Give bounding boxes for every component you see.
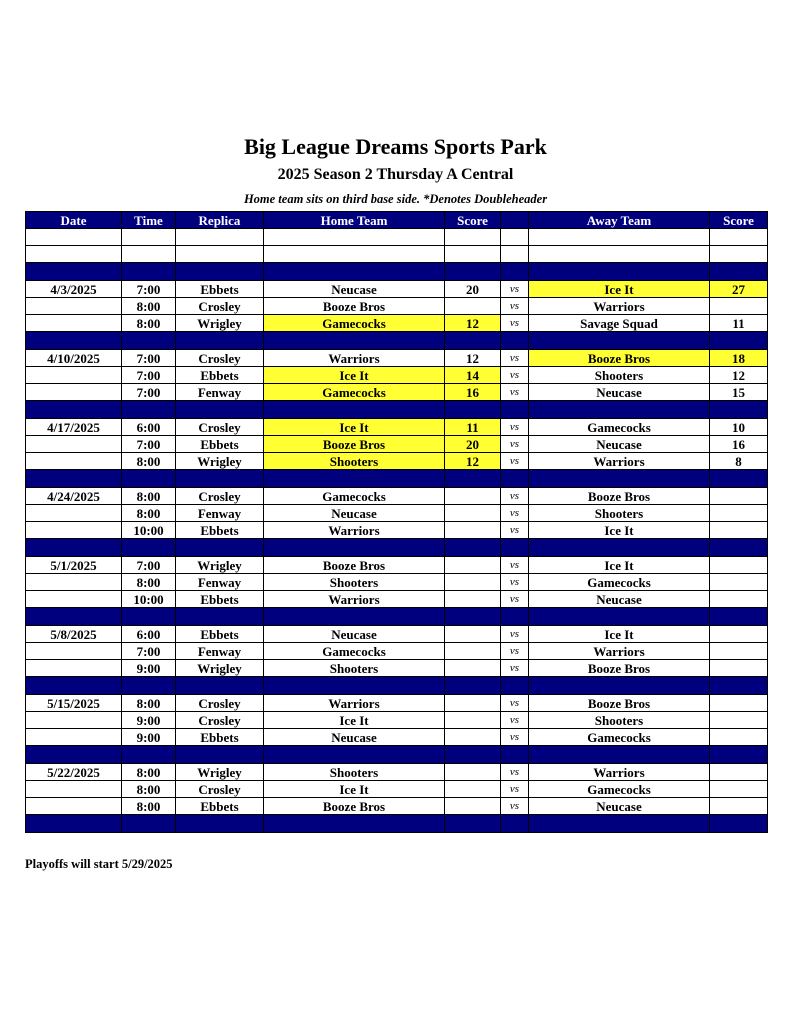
game-time: 8:00: [122, 505, 176, 522]
away-score: 12: [710, 367, 768, 384]
away-score: [710, 712, 768, 729]
game-row: [26, 488, 768, 505]
away-score: [710, 505, 768, 522]
game-date: 4/24/2025: [26, 488, 122, 505]
away-team: Warriors: [529, 643, 710, 660]
home-score: 12: [445, 350, 501, 367]
away-score: [710, 764, 768, 781]
away-score: [710, 488, 768, 505]
game-row: [26, 591, 768, 608]
week-divider-band: [26, 539, 768, 557]
home-score: 14: [445, 367, 501, 384]
home-team: Neucase: [264, 505, 445, 522]
game-date: [26, 505, 122, 522]
game-row: [26, 574, 768, 591]
home-team: Gamecocks: [264, 488, 445, 505]
away-score: [710, 522, 768, 539]
game-date: 5/8/2025: [26, 626, 122, 643]
week-divider-band: [26, 677, 768, 695]
game-row: [26, 626, 768, 643]
game-row: [26, 660, 768, 677]
away-score: [710, 781, 768, 798]
game-time: 8:00: [122, 488, 176, 505]
game-time: 8:00: [122, 315, 176, 332]
game-replica-field: Fenway: [176, 574, 264, 591]
game-date: [26, 574, 122, 591]
away-team: Warriors: [529, 453, 710, 470]
game-replica-field: Ebbets: [176, 522, 264, 539]
game-date: 5/1/2025: [26, 557, 122, 574]
game-replica-field: Ebbets: [176, 626, 264, 643]
vs-label: vs: [501, 557, 529, 574]
away-score: 18: [710, 350, 768, 367]
game-replica-field: Wrigley: [176, 764, 264, 781]
game-date: 4/10/2025: [26, 350, 122, 367]
vs-label: vs: [501, 660, 529, 677]
game-date: [26, 591, 122, 608]
game-date: [26, 436, 122, 453]
game-time: 9:00: [122, 712, 176, 729]
game-row: [26, 522, 768, 539]
away-score: 8: [710, 453, 768, 470]
game-date: [26, 781, 122, 798]
game-replica-field: Wrigley: [176, 557, 264, 574]
week-divider-band: [26, 815, 768, 833]
week-divider-band: [26, 746, 768, 764]
away-score: [710, 557, 768, 574]
game-time: 8:00: [122, 695, 176, 712]
vs-label: vs: [501, 488, 529, 505]
home-team: Shooters: [264, 660, 445, 677]
game-time: 7:00: [122, 436, 176, 453]
away-team: Gamecocks: [529, 574, 710, 591]
game-date: 4/17/2025: [26, 419, 122, 436]
vs-label: vs: [501, 453, 529, 470]
away-team: Warriors: [529, 764, 710, 781]
away-team: Ice It: [529, 557, 710, 574]
vs-label: vs: [501, 729, 529, 746]
playoffs-note: Playoffs will start 5/29/2025: [25, 857, 173, 871]
vs-label: vs: [501, 436, 529, 453]
game-row: [26, 298, 768, 315]
vs-label: vs: [501, 505, 529, 522]
game-date: [26, 643, 122, 660]
game-time: 8:00: [122, 798, 176, 815]
away-score: 10: [710, 419, 768, 436]
col-header-date: Date: [26, 212, 122, 229]
home-score: [445, 660, 501, 677]
home-team: Ice It: [264, 419, 445, 436]
game-row: [26, 712, 768, 729]
game-replica-field: Ebbets: [176, 729, 264, 746]
col-header-away-team: Away Team: [529, 212, 710, 229]
game-replica-field: Wrigley: [176, 660, 264, 677]
game-replica-field: Ebbets: [176, 798, 264, 815]
game-date: [26, 522, 122, 539]
home-score: 11: [445, 419, 501, 436]
game-row: [26, 505, 768, 522]
away-score: [710, 626, 768, 643]
home-team: Shooters: [264, 453, 445, 470]
game-date: [26, 729, 122, 746]
home-score: [445, 488, 501, 505]
home-score: [445, 557, 501, 574]
home-team: Booze Bros: [264, 798, 445, 815]
game-row: [26, 781, 768, 798]
game-time: 7:00: [122, 281, 176, 298]
game-date: [26, 453, 122, 470]
away-team: Shooters: [529, 367, 710, 384]
away-score: [710, 729, 768, 746]
game-time: 10:00: [122, 591, 176, 608]
vs-label: vs: [501, 384, 529, 401]
vs-label: vs: [501, 350, 529, 367]
game-row: [26, 798, 768, 815]
away-team: Neucase: [529, 798, 710, 815]
away-score: 27: [710, 281, 768, 298]
game-time: 7:00: [122, 643, 176, 660]
vs-label: vs: [501, 522, 529, 539]
game-time: 7:00: [122, 367, 176, 384]
game-replica-field: Ebbets: [176, 367, 264, 384]
home-team: Gamecocks: [264, 384, 445, 401]
home-score: 20: [445, 281, 501, 298]
away-team: Ice It: [529, 281, 710, 298]
game-row: [26, 281, 768, 298]
home-score: [445, 522, 501, 539]
schedule-table: [25, 211, 768, 833]
col-header-away-score: Score: [710, 212, 768, 229]
game-date: [26, 298, 122, 315]
game-replica-field: Ebbets: [176, 436, 264, 453]
vs-label: vs: [501, 798, 529, 815]
home-team: Ice It: [264, 781, 445, 798]
home-team: Gamecocks: [264, 643, 445, 660]
home-team: Warriors: [264, 350, 445, 367]
game-time: 8:00: [122, 764, 176, 781]
game-row: [26, 436, 768, 453]
home-score: [445, 298, 501, 315]
away-team: Savage Squad: [529, 315, 710, 332]
home-score: [445, 505, 501, 522]
blank-row: [26, 246, 768, 263]
game-row: [26, 367, 768, 384]
away-team: Booze Bros: [529, 350, 710, 367]
game-replica-field: Fenway: [176, 505, 264, 522]
game-date: 5/22/2025: [26, 764, 122, 781]
game-date: [26, 315, 122, 332]
game-time: 8:00: [122, 453, 176, 470]
game-date: 5/15/2025: [26, 695, 122, 712]
home-team: Neucase: [264, 729, 445, 746]
game-time: 10:00: [122, 522, 176, 539]
away-team: Gamecocks: [529, 419, 710, 436]
week-divider-band: [26, 470, 768, 488]
away-team: Gamecocks: [529, 781, 710, 798]
game-replica-field: Crosley: [176, 488, 264, 505]
game-time: 7:00: [122, 384, 176, 401]
home-score: [445, 591, 501, 608]
game-row: [26, 557, 768, 574]
week-divider-band: [26, 332, 768, 350]
vs-label: vs: [501, 574, 529, 591]
vs-label: vs: [501, 626, 529, 643]
game-replica-field: Fenway: [176, 384, 264, 401]
home-team: Warriors: [264, 522, 445, 539]
away-score: [710, 798, 768, 815]
away-score: 15: [710, 384, 768, 401]
away-team: Shooters: [529, 505, 710, 522]
vs-label: vs: [501, 419, 529, 436]
game-replica-field: Crosley: [176, 712, 264, 729]
vs-label: vs: [501, 591, 529, 608]
game-time: 9:00: [122, 660, 176, 677]
game-date: [26, 367, 122, 384]
week-divider-band: [26, 608, 768, 626]
home-score: [445, 798, 501, 815]
game-row: [26, 315, 768, 332]
vs-label: vs: [501, 281, 529, 298]
game-row: [26, 350, 768, 367]
home-score: [445, 574, 501, 591]
col-header-vs: [501, 212, 529, 229]
away-team: Warriors: [529, 298, 710, 315]
game-time: 6:00: [122, 419, 176, 436]
vs-label: vs: [501, 781, 529, 798]
game-replica-field: Ebbets: [176, 591, 264, 608]
away-score: [710, 660, 768, 677]
away-team: Neucase: [529, 591, 710, 608]
game-row: [26, 643, 768, 660]
away-score: [710, 643, 768, 660]
game-date: 4/3/2025: [26, 281, 122, 298]
home-team: Booze Bros: [264, 557, 445, 574]
vs-label: vs: [501, 695, 529, 712]
away-team: Shooters: [529, 712, 710, 729]
header-row: [26, 212, 768, 229]
game-replica-field: Wrigley: [176, 453, 264, 470]
game-replica-field: Ebbets: [176, 281, 264, 298]
home-score: [445, 643, 501, 660]
game-replica-field: Crosley: [176, 695, 264, 712]
vs-label: vs: [501, 315, 529, 332]
game-time: 7:00: [122, 350, 176, 367]
game-replica-field: Crosley: [176, 419, 264, 436]
away-score: [710, 591, 768, 608]
col-header-home-score: Score: [445, 212, 501, 229]
away-team: Neucase: [529, 436, 710, 453]
home-team: Ice It: [264, 712, 445, 729]
page-subtitle: 2025 Season 2 Thursday A Central: [277, 166, 514, 183]
away-team: Ice It: [529, 522, 710, 539]
home-team: Shooters: [264, 574, 445, 591]
col-header-time: Time: [122, 212, 176, 229]
away-team: Ice It: [529, 626, 710, 643]
game-row: [26, 453, 768, 470]
game-time: 6:00: [122, 626, 176, 643]
home-score: [445, 764, 501, 781]
away-score: [710, 298, 768, 315]
week-divider-band: [26, 263, 768, 281]
game-replica-field: Fenway: [176, 643, 264, 660]
home-team-note: Home team sits on third base side. *Denotes Doubleheader: [243, 192, 548, 206]
home-score: [445, 712, 501, 729]
away-score: 16: [710, 436, 768, 453]
schedule-body: [26, 229, 768, 833]
home-team: Gamecocks: [264, 315, 445, 332]
game-row: [26, 695, 768, 712]
home-team: Booze Bros: [264, 298, 445, 315]
game-time: 8:00: [122, 298, 176, 315]
game-row: [26, 764, 768, 781]
game-date: [26, 660, 122, 677]
away-score: [710, 695, 768, 712]
vs-label: vs: [501, 367, 529, 384]
game-replica-field: Wrigley: [176, 315, 264, 332]
away-team: Booze Bros: [529, 660, 710, 677]
home-score: [445, 781, 501, 798]
home-score: [445, 729, 501, 746]
game-row: [26, 729, 768, 746]
home-team: Neucase: [264, 281, 445, 298]
vs-label: vs: [501, 764, 529, 781]
game-time: 8:00: [122, 574, 176, 591]
away-score: 11: [710, 315, 768, 332]
game-replica-field: Crosley: [176, 298, 264, 315]
home-team: Neucase: [264, 626, 445, 643]
game-replica-field: Crosley: [176, 781, 264, 798]
game-replica-field: Crosley: [176, 350, 264, 367]
home-score: 12: [445, 315, 501, 332]
game-date: [26, 798, 122, 815]
col-header-home-team: Home Team: [264, 212, 445, 229]
page-title: Big League Dreams Sports Park: [244, 134, 547, 159]
vs-label: vs: [501, 298, 529, 315]
away-team: Booze Bros: [529, 488, 710, 505]
home-team: Shooters: [264, 764, 445, 781]
game-row: [26, 384, 768, 401]
blank-row: [26, 229, 768, 246]
game-date: [26, 384, 122, 401]
home-score: 12: [445, 453, 501, 470]
home-score: [445, 695, 501, 712]
home-team: Booze Bros: [264, 436, 445, 453]
vs-label: vs: [501, 643, 529, 660]
home-team: Ice It: [264, 367, 445, 384]
home-team: Warriors: [264, 695, 445, 712]
home-score: [445, 626, 501, 643]
week-divider-band: [26, 401, 768, 419]
game-time: 8:00: [122, 781, 176, 798]
home-score: 20: [445, 436, 501, 453]
game-date: [26, 712, 122, 729]
game-time: 7:00: [122, 557, 176, 574]
away-score: [710, 574, 768, 591]
game-time: 9:00: [122, 729, 176, 746]
game-row: [26, 419, 768, 436]
vs-label: vs: [501, 712, 529, 729]
col-header-replica: Replica: [176, 212, 264, 229]
home-score: 16: [445, 384, 501, 401]
away-team: Booze Bros: [529, 695, 710, 712]
away-team: Gamecocks: [529, 729, 710, 746]
home-team: Warriors: [264, 591, 445, 608]
away-team: Neucase: [529, 384, 710, 401]
